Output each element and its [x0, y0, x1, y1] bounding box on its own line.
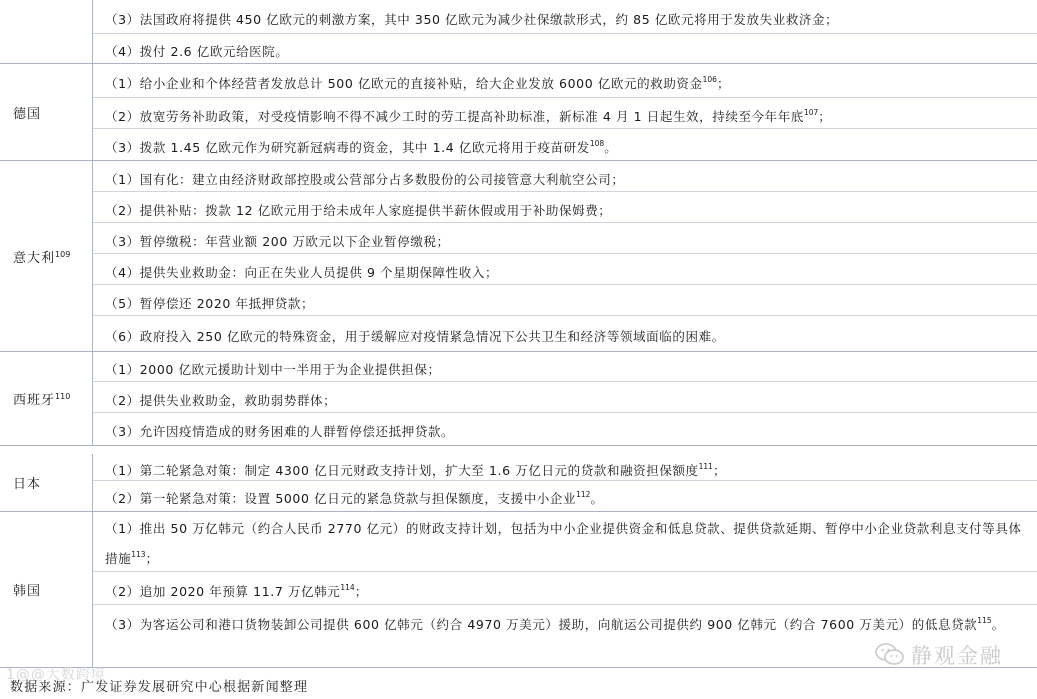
measure-text: （4）拨付 2.6 亿欧元给医院。 [105, 44, 289, 60]
footnote-ref: 107 [803, 108, 819, 117]
measure-item [93, 98, 1037, 129]
measure-item [93, 454, 1037, 481]
country-name [0, 454, 92, 511]
measure-text: （1）国有化：建立由经济财政部控股或公营部分占多数股份的公司接管意大利航空公司； [105, 172, 625, 188]
footnote-ref: 114 [340, 583, 355, 592]
measure-text: （1）给小企业和个体经营者发放总计 500 亿欧元的直接补贴，给大企业发放 6000 亿欧元的救助资金 [105, 76, 703, 92]
measure-punct: ； [712, 463, 727, 479]
measure-punct: 。 [590, 491, 604, 507]
measure-item [93, 572, 1037, 605]
measure-item [93, 129, 1037, 160]
measure-item [93, 254, 1037, 285]
measure-item [93, 512, 1037, 572]
country-label: 意大利 [13, 250, 56, 266]
measure-punct: ； [716, 76, 731, 92]
footnote-ref: 108 [589, 139, 605, 148]
measure-text: （4）提供失业救助金：向正在失业人员提供 9 个星期保障性收入； [105, 265, 499, 281]
country-name [0, 512, 92, 667]
watermark-text: 静观金融 [911, 644, 1003, 668]
source-note: 数据来源：广发证券发展研究中心根据新闻整理 [10, 680, 309, 695]
measure-punct: ； [818, 109, 832, 125]
measure-text: （5）暂停偿还 2020 年抵押贷款； [105, 296, 315, 312]
measure-item [93, 481, 1037, 511]
watermark [875, 640, 1003, 670]
measure-text: （1）推出 50 万亿韩元（约合人民币 2770 亿元）的财政支持计划，包括为中小企业提供资金和低息贷款、提供贷款延期、暂停中小企业贷款利息支付等具体措施 [105, 521, 1022, 567]
footnote-ref: 113 [131, 550, 146, 559]
footnote-ref: 106 [702, 75, 717, 84]
measure-text: （3）为客运公司和港口货物装卸公司提供 600 亿韩元（约合 4970 万美元）援助，向航运公司提供约 900 亿韩元（约合 7600 万美元）的低息贷款 [105, 617, 978, 633]
measure-item [93, 285, 1037, 316]
country-label: 韩国 [13, 584, 42, 599]
measure-text: （3）法国政府将提供 450 亿欧元的刺激方案，其中 350 亿欧元为减少社保缴款形式，约 85 亿欧元将用于发放失业救济金； [105, 12, 839, 28]
country-group [0, 161, 1037, 352]
measure-text: （6）政府投入 250 亿欧元的特殊资金，用于缓解应对疫情紧急情况下公共卫生和经济等领域面临的困难。 [105, 329, 725, 345]
country-name [0, 64, 92, 160]
footnote-ref: 112 [576, 490, 591, 499]
measure-punct: 。 [991, 617, 1005, 633]
footnote-ref: 111 [698, 462, 713, 471]
measure-text: （2）提供补贴：拨款 12 亿欧元用于给未成年人家庭提供半薪休假或用于补助保姆费； [105, 203, 612, 219]
measure-text: （3）暂停缴税：年营业额 200 万欧元以下企业暂停缴税； [105, 234, 450, 250]
measure-list [92, 352, 1037, 445]
measure-list [92, 64, 1037, 160]
measure-item [93, 0, 1037, 34]
measure-list [92, 454, 1037, 511]
measure-list [92, 161, 1037, 351]
measure-text: （2）第一轮紧急对策：设置 5000 亿日元的紧急贷款与担保额度，支援中小企业 [105, 491, 577, 507]
measure-item [93, 161, 1037, 192]
country-label: 西班牙 [13, 393, 56, 408]
country-group [0, 0, 1037, 64]
watermark-left: 1@@大数跨境 [6, 667, 106, 683]
measure-text: （1）2000 亿欧元援助计划中一半用于为企业提供担保； [105, 362, 441, 378]
wechat-icon [875, 642, 905, 668]
country-label: 德国 [13, 106, 42, 122]
measure-item [93, 192, 1037, 223]
country-group [0, 454, 1037, 512]
measure-punct: ； [354, 584, 368, 600]
measure-text: （2）提供失业救助金，救助弱势群体； [105, 393, 337, 409]
measure-list [92, 0, 1037, 63]
measure-item [93, 64, 1037, 98]
measure-text: （2）放宽劳务补助政策，对受疫情影响不得不减少工时的劳工提高补助标准，新标准 4 月 1 日起生效，持续至今年年底 [105, 109, 804, 125]
country-name [0, 0, 92, 63]
country-label: 日本 [13, 477, 42, 492]
footnote-ref: 109 [55, 249, 71, 259]
measure-item [93, 316, 1037, 351]
measure-item [93, 223, 1037, 254]
measure-item [93, 413, 1037, 445]
measure-punct: 。 [604, 140, 618, 156]
footnote-ref: 115 [977, 616, 992, 625]
country-group [0, 352, 1037, 446]
measure-text: （1）第二轮紧急对策：制定 4300 亿日元财政支持计划，扩大至 1.6 万亿日元的贷款和融资担保额度 [105, 463, 699, 479]
country-group [0, 64, 1037, 161]
measure-text: （3）拨款 1.45 亿欧元作为研究新冠病毒的资金，其中 1.4 亿欧元将用于疫苗研发 [105, 140, 590, 156]
country-name [0, 161, 92, 351]
measure-text: （2）追加 2020 年预算 11.7 万亿韩元 [105, 584, 341, 600]
measure-item [93, 382, 1037, 413]
country-name [0, 352, 92, 445]
measure-text: （3）允许因疫情造成的财务困难的人群暂停偿还抵押贷款。 [105, 424, 455, 440]
measure-punct: ； [145, 551, 159, 567]
measure-item [93, 352, 1037, 382]
measure-item [93, 34, 1037, 63]
footnote-ref: 110 [55, 392, 71, 401]
